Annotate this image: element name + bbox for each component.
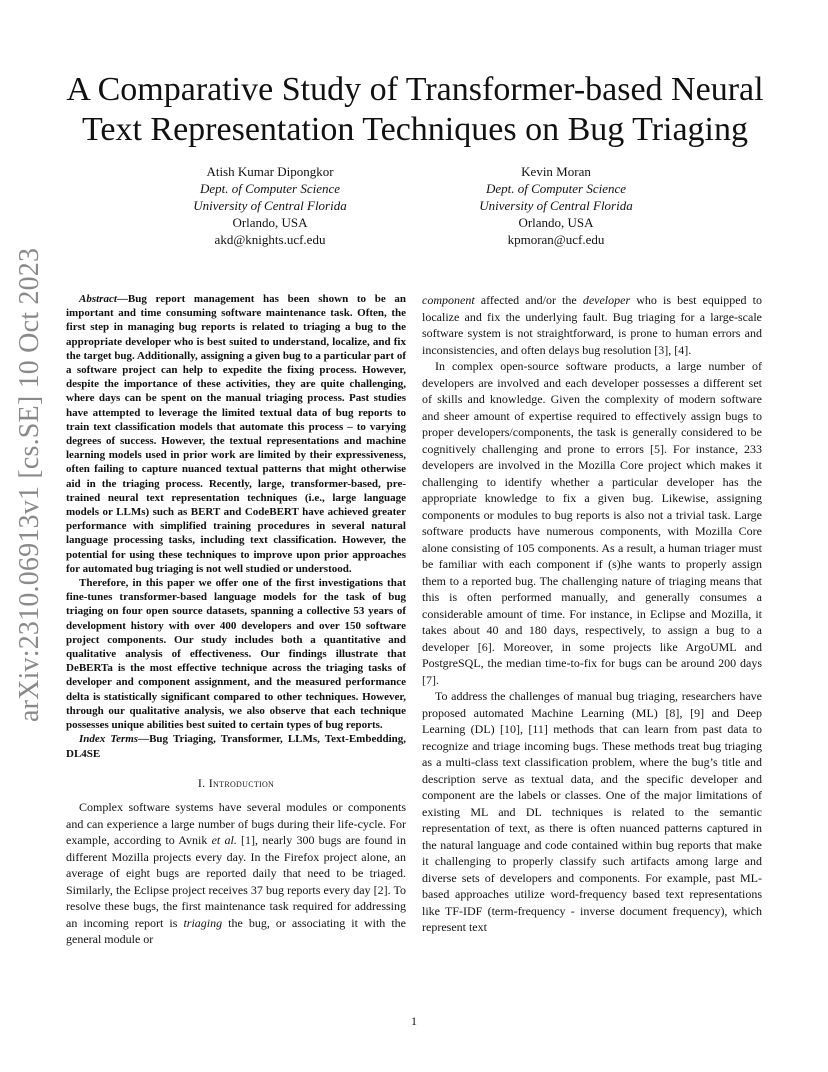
index-terms: Index Terms—Bug Triaging, Transformer, LLMs, Text-Embedding, DL4SE (66, 733, 406, 760)
abstract-label: Abstract (79, 293, 117, 305)
intro-paragraph-1 (66, 799, 406, 948)
citation-link[interactable]: [1] (241, 833, 256, 848)
intro-text: . Moreover, in some projects like ArgoUML and PostgreSQL, the median time-to-fix for bugs can be around 200 days (422, 639, 762, 670)
page-number: 1 (411, 1014, 417, 1028)
author-location: Orlando, USA (518, 215, 594, 230)
intro-text: In complex open-source software products, a large number of developers are involved and each developer possesses a different set of skills and knowledge. Given the complexity of modern software and sheer amount of expertise required to effectively assign bugs to proper developers/components, the task is generally considered to be cognitively challenging and prone to errors (422, 359, 762, 456)
abstract-text-2: Therefore, in this paper we offer one of the first investigations that fine-tunes transformer-based language models for the task of bug triaging on four open source datasets, spanning a collective 53 years of development history with over 400 developers and over 150 software project components. Our study includes both a quantitative and qualitative analysis of effectiveness. Our findings illustrate that DeBERTa is the most effective technique across the triaging tasks of developer and component assignment, and the measured performance delta is statistically significant compared to other techniques. However, through our qualitative analysis, we also observe that each technique possesses unique abilities best suited to certain types of bug reports. (66, 577, 406, 732)
intro-text: affected and/or the (474, 293, 583, 307)
abstract-paragraph-2 (66, 576, 406, 732)
intro-text: the bug, or associating it with the general module or (66, 915, 407, 947)
author-dept: Dept. of Computer Science (199, 181, 341, 196)
intro-text: , (520, 722, 529, 736)
intro-text: , nearly 300 bugs are found in different Mozilla projects every day. In the Firefox project alone, an average of eight bugs are reported daily that need to be triaged. Similarly, the Eclipse project receives 37 bug reports every day (66, 833, 406, 897)
author-university: University of Central Florida (479, 198, 633, 213)
intro-text: . (436, 672, 439, 687)
arxiv-identifier: arXiv:2310.06913v1 [cs.SE] 10 Oct 2023 (14, 247, 45, 722)
left-column (66, 292, 406, 948)
citation-link[interactable]: [9] (690, 705, 705, 720)
citation-link[interactable]: [7] (422, 672, 436, 687)
section-title: Introduction (208, 775, 275, 790)
section-heading (66, 775, 406, 792)
intro-text: , (679, 705, 691, 720)
intro-text: To address the challenges of manual bug triaging, researchers have proposed automated Machine Learning (ML) (422, 689, 762, 720)
intro-text: . To resolve these bugs, the first maintenance task required for addressing an incoming report is (66, 882, 406, 930)
author-name: Atish Kumar Dipongkor (206, 164, 334, 179)
citation-link[interactable]: [8] (665, 705, 680, 720)
citation-link[interactable]: [11] (528, 722, 548, 736)
citation-link[interactable]: [6] (477, 639, 492, 654)
author-block-2 (396, 163, 716, 248)
intro-text-component: component (422, 293, 475, 307)
intro-text: methods that can learn from past data to recognize and triage incoming bugs. These methods treat bug triaging as a multi-class text classification problem, where the bug’s title and description serve as textual data, and the specific developer and component are the labels or classes. One of the major limitations of existing ML and DL techniques is related to the semantic representation of text, as there is often nuanced patterns captured in the natural language and code contained within bug reports that make it challenging to properly classify such artifacts among large and diverse sets of developers and components. For example, past ML-based approaches utilize word-frequency based text representations like TF-IDF (term-frequency - inverse document frequency), which represent text (422, 722, 762, 934)
intro-text: who is best equipped to localize and fix the underlying fault. Bug triaging for a large-scale software system is not straightforward, is prone to human errors and inconsistencies, and often delays bug resolution (422, 293, 762, 357)
intro-text: , (668, 342, 675, 357)
intro-text: and Deep Learning (DL) (422, 705, 762, 736)
paper-title: A Comparative Study of Transformer-based Neural Text Representation Techniques on Bug Triaging (66, 71, 764, 148)
author-name: Kevin Moran (521, 164, 591, 179)
intro-paragraph-3 (422, 688, 762, 936)
citation-link[interactable]: [2] (373, 882, 388, 897)
intro-text-etal: et al. (211, 833, 237, 848)
author-dept: Dept. of Computer Science (485, 181, 627, 196)
intro-paragraph-2 (422, 358, 762, 688)
citation-link[interactable]: [4] (674, 342, 689, 357)
author-email: kpmoran@ucf.edu (507, 232, 605, 247)
intro-paragraph-1-continued (422, 292, 762, 358)
index-terms-label: Index Terms (79, 733, 139, 746)
intro-text: Complex software systems have several modules or components and can experience a large number of bugs during their life-cycle. For example, according to Avnik (66, 800, 406, 848)
author-block-1 (110, 163, 430, 248)
author-university: University of Central Florida (193, 198, 347, 213)
intro-text-triaging: triaging (183, 915, 223, 930)
citation-link[interactable]: [10] (500, 722, 521, 736)
abstract-text-1: Bug report management has been shown to be an important and time consuming software maintenance task. Often, the first step in managing bug reports is related to triaging a bug to the appropriate developer who is best suited to understand, localize, and fix the target bug. Additionally, assigning a given bug to a particular part of a software project can help to expedite the fixing process. However, despite the importance of these activities, they are quite challenging, where days can be spent on the manual triaging process. Past studies have attempted to leverage the limited textual data of bug reports to train text classification models that automate this process – to varying degrees of success. However, the textual representations and machine learning models used in prior work are limited by their expressiveness, often failing to capture nuanced textual patterns that might otherwise aid in the triaging process. Recently, large, transformer-based, pre-trained neural text representation techniques (i.e., large language models or LLMs) such as BERT and CodeBERT have achieved greater performance with simplified training procedures in several natural language processing tasks, including text classification. However, the potential for using these techniques to improve upon prior approaches for automated bug triaging is not well studied or understood. (66, 293, 406, 575)
section-number: I. (197, 775, 206, 790)
index-terms-text: Bug Triaging, Transformer, LLMs, Text-Embedding, DL4SE (66, 733, 406, 760)
intro-text-developer: developer (582, 293, 631, 307)
author-email: akd@knights.ucf.edu (214, 232, 326, 247)
abstract-paragraph-1: Abstract—Bug report management has been shown to be an important and time consuming software maintenance task. Often, the first step in managing bug reports is related to triaging a bug to the appropriate developer who is best suited to understand, localize, and fix the target bug. Additionally, assigning a given bug to a particular part of a software project can help to expedite the fixing process. However, despite the importance of these activities, they are quite challenging, where days can be spent on the manual triaging process. Past studies have attempted to leverage the limited textual data of bug reports to train text classification models that automate this process – to varying degrees of success. However, the textual representations and machine learning models used in prior work are limited by their expressiveness, often failing to capture nuanced textual patterns that might otherwise aid in the triaging process. Recently, large, transformer-based, pre-trained neural text representation techniques (i.e., large language models or LLMs) such as BERT and CodeBERT have achieved greater performance with simplified training procedures in several natural language processing tasks, including text classification. However, the potential for using these techniques to improve upon prior approaches for automated bug triaging is not well studied or understood. (66, 293, 406, 575)
intro-text: . (688, 342, 692, 357)
right-column (422, 292, 762, 936)
intro-text: . For instance, 233 developers are involved in the Mozilla Core project which makes it challenging to identify whether a particular developer has the appropriate knowledge to fix a given bug. Likewise, assigning components or modules to bug reports is also not a trivial task. Large software products have numerous components, with Mozilla Core alone consisting of 105 components. As a result, a human triager must be familiar with each component if (s)he wants to properly assign them to a reported bug. The challenging nature of triaging means that this is often performed manually, and generally consumes a considerable amount of time. For instance, in Eclipse and Mozilla, it takes about 40 and 180 days, respectively, to assign a bug to a developer (422, 441, 762, 654)
citation-link[interactable]: [5] (649, 441, 664, 456)
author-location: Orlando, USA (232, 215, 308, 230)
citation-link[interactable]: [3] (654, 342, 669, 357)
